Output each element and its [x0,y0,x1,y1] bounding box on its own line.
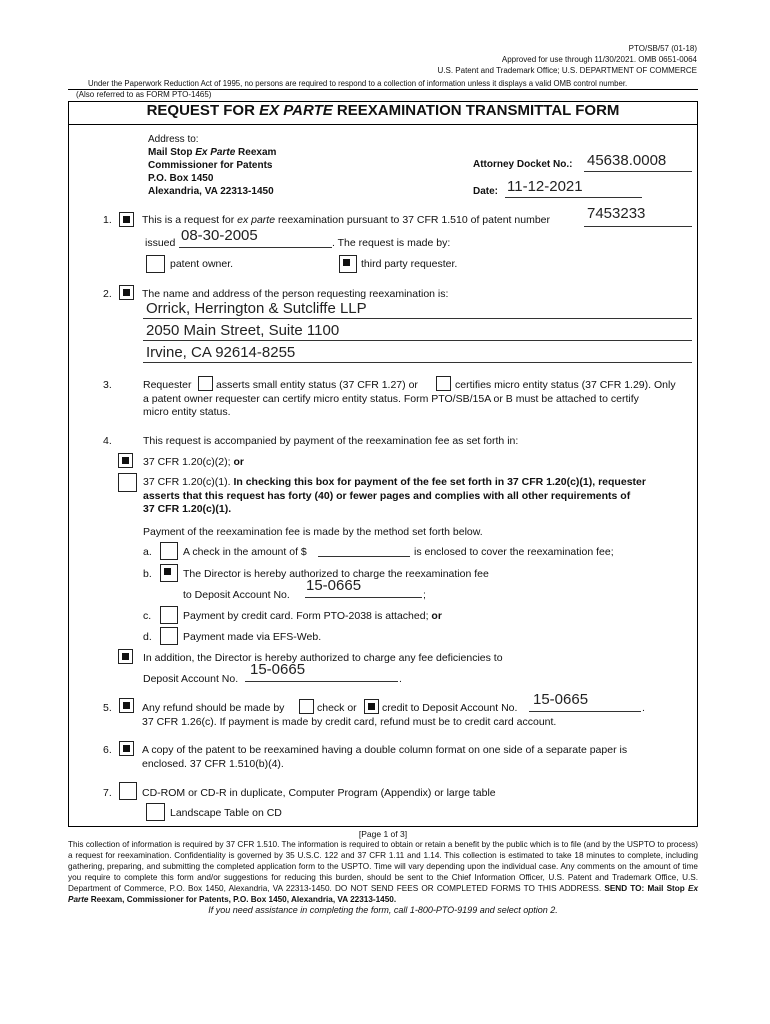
payment-c-label: c. [143,610,152,622]
refund-deposit-value: 15-0665 [533,691,589,708]
micro-entity-text: certifies micro entity status (37 CFR 1.29). Only [455,379,676,391]
page-indicator: [Page 1 of 3] [358,829,408,839]
payment-a-label: a. [143,546,152,558]
refund-line-2: 37 CFR 1.26(c). If payment is made by credit card, refund must be to credit card account. [142,716,557,728]
item-4-text: This request is accompanied by payment of the reexamination fee as set forth in: [143,435,519,447]
payment-d-label: d. [143,631,152,643]
assistance-note: If you need assistance in completing the form, call 1-800-PTO-9199 and select option 2. [208,905,558,915]
item-7-number: 7. [103,787,112,799]
title-rule [68,124,698,125]
form-title: REQUEST FOR EX PARTE REEXAMINATION TRANSMITTAL FORM [146,102,620,119]
payment-a-text-end: is enclosed to cover the reexamination fee; [414,546,614,558]
third-party-label: third party requester. [361,258,458,270]
item-7-text: CD-ROM or CD-R in duplicate, Computer Program (Appendix) or large table [142,787,496,799]
item-5-number: 5. [103,702,112,714]
docket-label: Attorney Docket No.: [473,159,573,170]
small-entity-text: asserts small entity status (37 CFR 1.27) or [216,379,418,391]
check-amount-field[interactable] [318,544,410,557]
payment-c-text: Payment by credit card. Form PTO-2038 is attached; or [183,610,442,622]
form-id: PTO/SB/57 (01-18) [628,44,697,53]
item-3-line-2: a patent owner requester can certify micro entity status. Form PTO/SB/15A or B must be attached to certify [143,393,639,405]
requester-street-field[interactable] [143,322,692,341]
item-2-text: The name and address of the person requesting reexamination is: [142,288,449,300]
issued-date-field[interactable] [179,227,332,248]
landscape-table-checkbox[interactable] [146,803,165,821]
payment-credit-card-checkbox[interactable] [160,606,178,624]
requester-city-value: Irvine, CA 92614-8255 [146,344,296,361]
payment-b-semicolon: ; [423,589,426,601]
date-field[interactable] [505,180,642,198]
fee-deficiency-deposit-field[interactable] [245,661,398,682]
item-1-number: 1. [103,214,112,226]
fee-deficiency-deposit-value: 15-0665 [250,661,306,678]
docket-field[interactable] [584,154,692,172]
refund-period: . [642,702,645,714]
fee-option-2-line-1: 37 CFR 1.20(c)(1). In checking this box for payment of the fee set forth in 37 CFR 1.20(c)(1), requester [143,476,646,488]
payment-a-text: A check in the amount of $ [183,546,307,558]
request-made-by: . The request is made by: [332,237,451,249]
payment-check-checkbox[interactable] [160,542,178,560]
item-1-checkbox[interactable] [119,212,134,227]
item-6-checkbox[interactable] [119,741,134,756]
patent-owner-checkbox[interactable] [146,255,165,273]
issued-label: issued [145,237,176,249]
item-3-line-3: micro entity status. [143,406,231,418]
refund-text: Any refund should be made by [142,702,285,714]
approval-note: Approved for use through 11/30/2021. OMB 0651-0064 [501,55,697,64]
item-4-number: 4. [103,435,112,447]
form-alias: (Also referred to as FORM PTO-1465) [76,90,212,99]
address-label: Address to: [148,134,199,145]
item-6-line-1: A copy of the patent to be reexamined having a double column format on one side of a separate paper is [142,744,628,756]
item-6-number: 6. [103,744,112,756]
item-2-checkbox[interactable] [119,285,134,300]
refund-check-label: check or [317,702,357,714]
item-7-checkbox[interactable] [119,782,137,800]
address-line-1: Mail Stop Ex Parte Reexam [148,147,277,158]
item-3-number: 3. [103,379,112,391]
issued-date-value: 08-30-2005 [181,227,258,244]
docket-value: 45638.0008 [587,152,667,169]
item-6-line-2: enclosed. 37 CFR 1.510(b)(4). [142,758,284,770]
item-3-requester: Requester [143,379,192,391]
patent-owner-label: patent owner. [170,258,234,270]
payment-b-deposit-field[interactable] [305,577,422,598]
small-entity-checkbox[interactable] [198,376,213,391]
payment-director-checkbox[interactable] [160,564,178,582]
address-line-3: P.O. Box 1450 [148,173,214,184]
refund-credit-label: credit to Deposit Account No. [382,702,518,714]
patent-number-field[interactable] [584,205,692,227]
date-label: Date: [473,186,499,197]
payment-b-deposit-label: to Deposit Account No. [183,589,290,601]
payment-b-deposit-value: 15-0665 [306,577,362,594]
requester-name-value: Orrick, Herrington & Sutcliffe LLP [146,300,367,317]
landscape-table-label: Landscape Table on CD [170,807,282,819]
payment-b-label: b. [143,568,152,580]
address-block [148,133,276,198]
payment-d-text: Payment made via EFS-Web. [183,631,322,643]
patent-number-value: 7453233 [587,205,646,222]
third-party-checkbox[interactable] [339,255,357,273]
fee-option-2-line-3: 37 CFR 1.20(c)(1). [143,503,232,515]
payment-efs-checkbox[interactable] [160,627,178,645]
agency-note: U.S. Patent and Trademark Office; U.S. DEPARTMENT OF COMMERCE [437,66,697,75]
fee-option-1-checkbox[interactable] [118,453,133,468]
refund-credit-checkbox[interactable] [364,699,379,714]
requester-street-value: 2050 Main Street, Suite 1100 [146,322,340,339]
refund-check-checkbox[interactable] [299,699,314,714]
fee-deficiency-checkbox[interactable] [118,649,133,664]
fee-option-2-checkbox[interactable] [118,473,137,492]
payment-method-text: Payment of the reexamination fee is made by the method set forth below. [143,526,483,538]
micro-entity-checkbox[interactable] [436,376,451,391]
fee-deficiency-text: In addition, the Director is hereby authorized to charge any fee deficiencies to [143,652,503,664]
paperwork-note: Under the Paperwork Reduction Act of 1995, no persons are required to respond to a collection of information unless it displays a valid OMB control number. [88,79,628,88]
payment-b-text: The Director is hereby authorized to charge the reexamination fee [183,568,489,580]
date-value: 11-12-2021 [507,178,583,195]
requester-city-field[interactable] [143,344,692,363]
item-5-checkbox[interactable] [119,698,134,713]
fee-deficiency-period: . [399,673,402,685]
burden-statement: This collection of information is required by 37 CFR 1.510. The information is required to obtain or retain a benefit by the public which is to file (and by the USPTO to process) a request for reexamination. Confidentiality is governed by 35 U.S.C. 122 and 37 CFR 1.11 and 1.14. This collection is estimated to take 18 minutes to complete, including gathering, preparing, and submitting the completed application form to the USPTO. Time will vary depending upon the individual case. Any comments on the amount of time you require to complete this form and/or suggestions for reducing this burden, should be sent to the Chief Information Officer, U.S. Patent and Trademark Office, U.S. Department of Commerce, P.O. Box 1450, Alexandria, VA 22313-1450. DO NOT SEND FEES OR COMPLETED FORMS TO THIS ADDRESS. SEND TO: Mail Stop Ex Parte Reexam, Commissioner for Patents, P.O. Box 1450, Alexandria, VA 22313-1450. [68,840,698,904]
item-2-number: 2. [103,288,112,300]
refund-deposit-field[interactable] [529,691,641,712]
fee-option-2-line-2: asserts that this request has forty (40) or fewer pages and complies with all other requirements of [143,490,631,502]
fee-deficiency-deposit-label: Deposit Account No. [143,673,239,685]
item-1-text: This is a request for ex parte reexamination pursuant to 37 CFR 1.510 of patent number [142,214,550,226]
address-line-2: Commissioner for Patents [148,160,273,171]
requester-name-field[interactable] [143,300,692,319]
address-line-4: Alexandria, VA 22313-1450 [148,186,274,197]
fee-option-1-text: 37 CFR 1.20(c)(2); or [143,456,244,468]
